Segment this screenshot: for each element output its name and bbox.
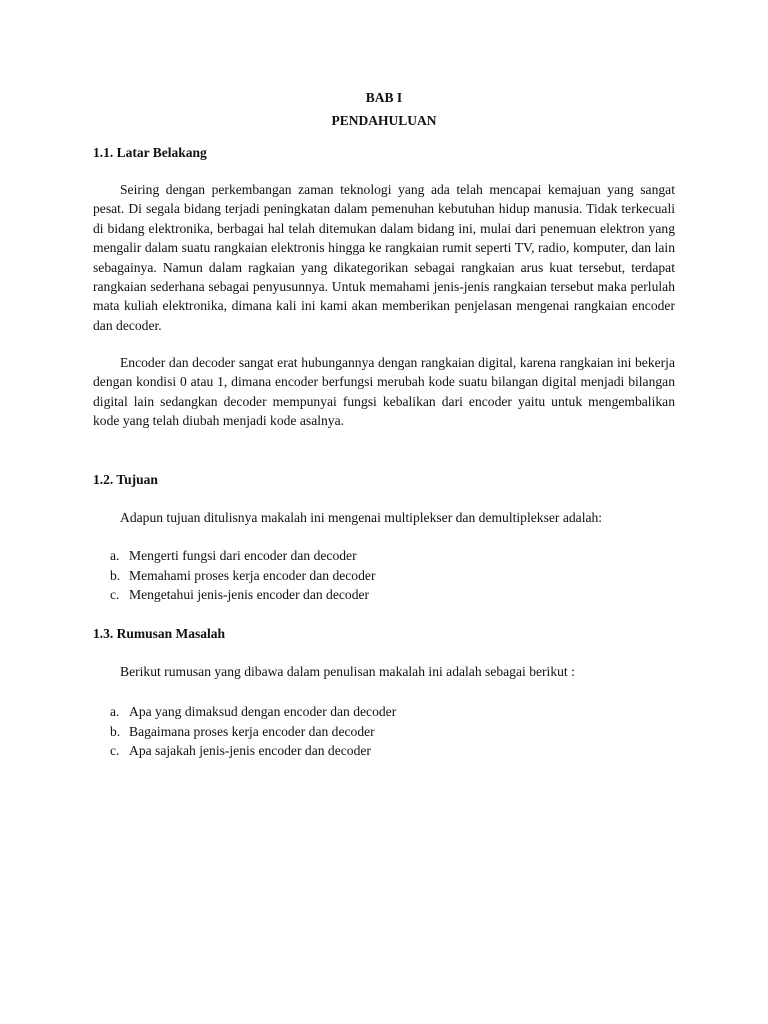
list-item xyxy=(110,566,375,586)
list-item-text: Bagaimana proses kerja encoder dan decoder xyxy=(129,723,375,739)
list-marker: c. xyxy=(110,743,120,759)
section-heading-tujuan: 1.2. Tujuan xyxy=(93,472,158,487)
list-marker: b. xyxy=(110,567,121,583)
list-marker: b. xyxy=(110,723,121,739)
list-item xyxy=(110,546,375,566)
list-marker: a. xyxy=(110,548,120,563)
list-marker: a. xyxy=(110,704,120,719)
list-item-text: Mengetahui jenis-jenis encoder dan decoder xyxy=(129,587,370,603)
tujuan-list xyxy=(110,546,375,605)
list-item xyxy=(110,702,396,722)
tujuan-intro: Adapun tujuan ditulisnya makalah ini mengenai multiplekser dan demultiplekser adalah: xyxy=(120,510,603,525)
chapter-title: PENDAHULUAN xyxy=(331,113,437,128)
list-marker: c. xyxy=(110,587,120,603)
rumusan-intro: Berikut rumusan yang dibawa dalam penulisan makalah ini adalah sebagai berikut : xyxy=(120,664,575,679)
paragraph-latar-belakang-1: Seiring dengan perkembangan zaman teknologi yang ada telah mencapai kemajuan yang sangat pesat. Di segala bidang terjadi peningkatan dalam pemenuhan kebutuhan hidup manusia. Tidak terkecuali di bidang elektronika, berbagai hal telah ditemukan dalam bidang ini, mulai dari penemuan elektron yang mengalir dalam suatu rangkaian elektronis hingga ke rangkaian rumit seperti TV, radio, komputer, dan lain sebagainya. Namun dalam ragkaian yang dikategorikan sebagai rangkaian arus kuat tersebut, terdapat rangkaian sederhana sebagai penyusunnya. Untuk memahami jenis-jenis rangkaian tersebut maka perlulah mata kuliah elektronika, dimana kali ini kami akan memberikan penjelasan mengenai rangkaian encoder dan decoder. xyxy=(93,182,675,333)
paragraph-latar-belakang-2: Encoder dan decoder sangat erat hubungannya dengan rangkaian digital, karena rangkaian ini bekerja dengan kondisi 0 atau 1, dimana encoder berfungsi merubah kode suatu bilangan digital menjadi bilangan digital lain sedangkan decoder mempunyai fungsi kebalikan dari encoder yaitu untuk mengembalikan kode yang telah diubah menjadi kode asalnya. xyxy=(93,355,675,429)
list-item xyxy=(110,585,375,605)
list-item-text: Apa yang dimaksud dengan encoder dan decoder xyxy=(129,704,397,719)
list-item-text: Memahami proses kerja encoder dan decoder xyxy=(129,567,376,583)
list-item xyxy=(110,722,396,742)
list-item-text: Mengerti fungsi dari encoder dan decoder xyxy=(129,548,357,563)
chapter-number: BAB I xyxy=(365,90,403,105)
rumusan-list xyxy=(110,702,396,761)
section-heading-latar-belakang: 1.1. Latar Belakang xyxy=(93,145,207,160)
list-item xyxy=(110,741,396,761)
section-heading-rumusan-masalah: 1.3. Rumusan Masalah xyxy=(93,626,226,641)
list-item-text: Apa sajakah jenis-jenis encoder dan decoder xyxy=(129,743,371,759)
